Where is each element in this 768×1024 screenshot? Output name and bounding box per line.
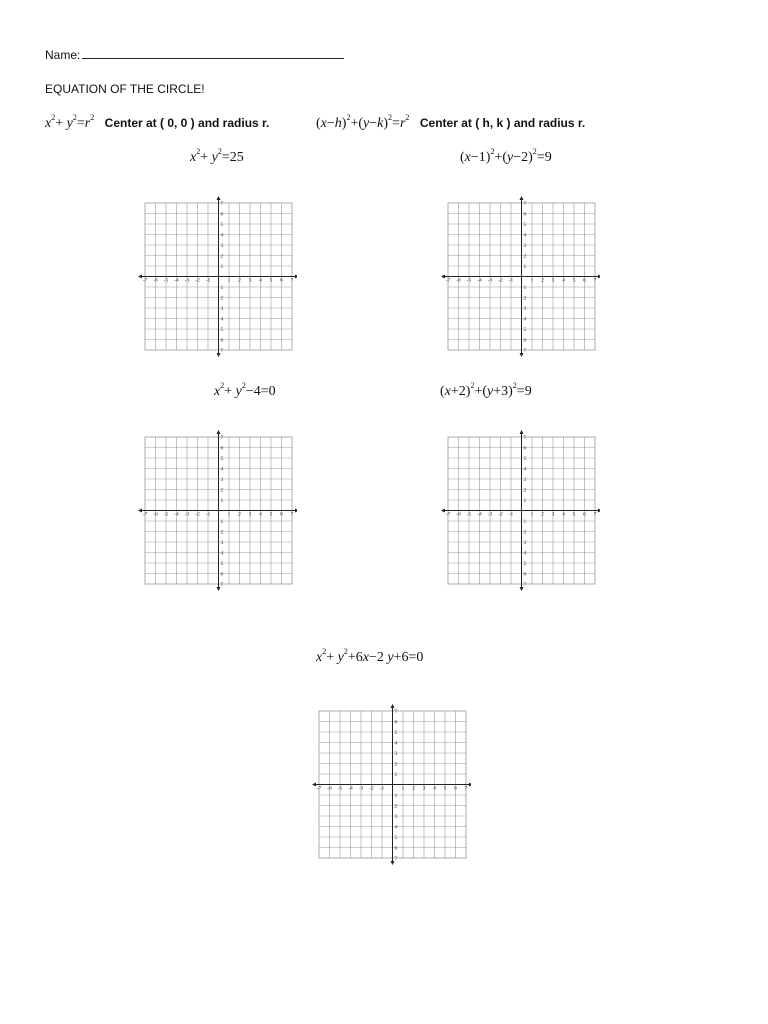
y-tick-label: 6 [394, 719, 398, 726]
y-tick-label: 4 [523, 316, 527, 323]
y-tick-label: 7 [523, 435, 527, 441]
y-tick-label: 4 [523, 466, 527, 473]
x-tick-label: -2 [369, 785, 374, 792]
x-tick-label: 4 [562, 277, 565, 284]
formula-origin [45, 114, 269, 132]
x-tick-label: 7 [593, 277, 597, 284]
x-tick-label: 5 [269, 511, 273, 518]
formula-hk-desc: Center at ( h, k ) and radius r. [419, 116, 586, 130]
y-tick-label: 5 [394, 730, 398, 736]
y-tick-label: 5 [394, 835, 398, 841]
y-tick-label: 5 [220, 561, 224, 567]
y-tick-label: 7 [220, 435, 224, 441]
y-tick-label: 7 [220, 582, 224, 588]
x-tick-label: 3 [422, 785, 426, 792]
x-tick-label: -3 [184, 511, 190, 518]
x-tick-label: 5 [269, 277, 273, 284]
y-tick-label: 2 [523, 529, 527, 536]
y-axis-arrow-up-icon [520, 196, 524, 200]
x-axis-arrow-right-icon [598, 509, 600, 513]
x-tick-label: 2 [541, 511, 544, 518]
x-tick-label: -5 [163, 511, 169, 518]
x-tick-label: -3 [358, 785, 364, 792]
y-tick-label: 1 [523, 285, 527, 291]
y-tick-label: 1 [394, 772, 398, 778]
x-tick-label: -5 [466, 511, 472, 518]
x-tick-label: 3 [248, 277, 252, 284]
x-tick-label: 1 [227, 277, 231, 284]
problem-4-equation: $(x+2)^2+(y+3)^2=9$ [440, 381, 532, 399]
x-tick-label: -1 [379, 785, 385, 792]
y-tick-label: 6 [523, 571, 527, 578]
x-tick-label: -4 [174, 277, 179, 284]
y-tick-label: 1 [220, 519, 224, 525]
coordinate-grid-2[interactable] [440, 195, 600, 359]
y-axis-arrow-up-icon [391, 704, 395, 708]
x-tick-label: -5 [466, 277, 472, 284]
x-tick-label: 4 [562, 511, 565, 518]
y-tick-label: 3 [523, 243, 527, 249]
x-tick-label: 3 [551, 511, 555, 518]
y-tick-label: 4 [523, 550, 527, 557]
y-tick-label: 4 [394, 824, 398, 831]
x-tick-label: 7 [290, 277, 294, 284]
x-tick-label: 2 [541, 277, 544, 284]
x-tick-label: 6 [583, 277, 586, 284]
y-tick-label: 6 [523, 337, 527, 344]
x-tick-label: -4 [174, 511, 179, 518]
y-tick-label: 4 [394, 740, 398, 747]
name-blank[interactable] [82, 48, 344, 59]
y-tick-label: 5 [523, 456, 527, 462]
x-tick-label: -6 [153, 511, 158, 518]
x-tick-label: -6 [327, 785, 332, 792]
y-tick-label: 2 [220, 253, 224, 260]
x-tick-label: 2 [238, 277, 241, 284]
coordinate-grid-3[interactable] [137, 429, 297, 593]
y-tick-label: 1 [220, 498, 224, 504]
y-tick-label: 4 [220, 466, 224, 473]
x-tick-label: 5 [572, 277, 576, 284]
x-tick-label: 2 [412, 785, 415, 792]
y-tick-label: 6 [523, 211, 527, 218]
y-tick-label: 5 [523, 561, 527, 567]
y-tick-label: 3 [523, 306, 527, 312]
y-tick-label: 3 [394, 814, 398, 820]
y-tick-label: 2 [220, 529, 224, 536]
y-tick-label: 6 [523, 445, 527, 452]
y-tick-label: 4 [523, 232, 527, 239]
x-tick-label: -7 [445, 511, 451, 518]
x-tick-label: -1 [508, 277, 514, 284]
x-axis-arrow-left-icon [138, 275, 142, 279]
x-tick-label: 1 [227, 511, 231, 518]
y-tick-label: 4 [220, 316, 224, 323]
x-tick-label: 6 [583, 511, 586, 518]
y-tick-label: 2 [220, 295, 224, 302]
problem-5-equation: $x^2+ y^2+6x-2$ y+6=0 [316, 647, 424, 665]
worksheet-title: EQUATION OF THE CIRCLE! [45, 82, 205, 96]
x-axis-arrow-left-icon [312, 783, 316, 787]
y-tick-label: 6 [220, 445, 224, 452]
y-axis-arrow-up-icon [217, 196, 221, 200]
y-tick-label: 7 [523, 582, 527, 588]
x-tick-label: -1 [205, 277, 211, 284]
y-tick-label: 2 [523, 253, 527, 260]
problem-2-equation: $(x-1)^2+(y-2)^2=9$ [460, 147, 552, 165]
y-tick-label: 5 [220, 456, 224, 462]
y-tick-label: 1 [523, 498, 527, 504]
x-tick-label: 6 [280, 511, 283, 518]
x-tick-label: -4 [348, 785, 353, 792]
problem-1-equation: $x^2+ y^2=25$ [190, 147, 244, 165]
y-tick-label: 6 [220, 337, 224, 344]
x-tick-label: -6 [456, 511, 461, 518]
y-tick-label: 2 [523, 295, 527, 302]
x-tick-label: -3 [487, 277, 493, 284]
x-tick-label: -1 [508, 511, 514, 518]
coordinate-grid-5[interactable] [311, 703, 471, 867]
x-tick-label: 7 [593, 511, 597, 518]
y-tick-label: 7 [523, 348, 527, 354]
x-tick-label: 7 [290, 511, 294, 518]
x-tick-label: -2 [195, 277, 200, 284]
y-tick-label: 4 [220, 550, 224, 557]
y-tick-label: 3 [220, 306, 224, 312]
x-tick-label: -5 [163, 277, 169, 284]
x-tick-label: 3 [551, 277, 555, 284]
x-tick-label: 6 [454, 785, 457, 792]
x-axis-arrow-left-icon [441, 275, 445, 279]
x-tick-label: 4 [259, 277, 262, 284]
x-tick-label: -1 [205, 511, 211, 518]
y-tick-label: 6 [394, 845, 398, 852]
x-tick-label: 5 [572, 511, 576, 518]
y-tick-label: 5 [220, 327, 224, 333]
x-tick-label: -7 [445, 277, 451, 284]
x-tick-label: 5 [443, 785, 447, 792]
x-tick-label: 3 [248, 511, 252, 518]
x-tick-label: 4 [259, 511, 262, 518]
x-axis-arrow-right-icon [295, 509, 297, 513]
y-tick-label: 6 [220, 211, 224, 218]
y-tick-label: 7 [220, 348, 224, 354]
x-axis-arrow-right-icon [295, 275, 297, 279]
x-tick-label: 1 [530, 511, 534, 518]
x-axis-arrow-left-icon [441, 509, 445, 513]
x-tick-label: -2 [498, 277, 503, 284]
y-tick-label: 2 [394, 761, 398, 768]
y-tick-label: 3 [220, 477, 224, 483]
coordinate-grid-1[interactable] [137, 195, 297, 359]
x-tick-label: -2 [195, 511, 200, 518]
y-tick-label: 7 [394, 856, 398, 862]
y-tick-label: 1 [523, 519, 527, 525]
x-tick-label: -6 [456, 277, 461, 284]
formula-origin-equation: $x^2+ y^2=r^2$ [45, 113, 95, 131]
x-tick-label: -2 [498, 511, 503, 518]
x-tick-label: -3 [184, 277, 190, 284]
name-line [45, 48, 344, 62]
x-tick-label: -7 [142, 511, 148, 518]
formula-hk [316, 114, 585, 132]
y-tick-label: 5 [523, 327, 527, 333]
y-tick-label: 4 [220, 232, 224, 239]
formula-hk-equation: $(x-h)^2+(y-k)^2=r^2$ [316, 113, 410, 131]
y-tick-label: 1 [220, 285, 224, 291]
problem-3-equation: $x^2+ y^2-4=0$ [214, 381, 276, 399]
y-tick-label: 7 [220, 201, 224, 207]
x-tick-label: -4 [477, 277, 482, 284]
formula-origin-desc: Center at ( 0, 0 ) and radius r. [104, 116, 270, 130]
y-tick-label: 1 [394, 793, 398, 799]
y-tick-label: 6 [220, 571, 224, 578]
x-tick-label: 6 [280, 277, 283, 284]
y-tick-label: 3 [220, 243, 224, 249]
x-axis-arrow-right-icon [469, 783, 471, 787]
x-tick-label: -4 [477, 511, 482, 518]
y-tick-label: 2 [394, 803, 398, 810]
y-axis-arrow-up-icon [217, 430, 221, 434]
name-label: Name: [45, 48, 81, 62]
x-tick-label: -6 [153, 277, 158, 284]
y-tick-label: 3 [523, 540, 527, 546]
x-tick-label: -7 [142, 277, 148, 284]
x-tick-label: 1 [401, 785, 405, 792]
x-tick-label: 2 [238, 511, 241, 518]
y-tick-label: 3 [220, 540, 224, 546]
x-tick-label: 4 [433, 785, 436, 792]
y-tick-label: 5 [523, 222, 527, 228]
x-tick-label: 1 [530, 277, 534, 284]
y-tick-label: 7 [523, 201, 527, 207]
y-tick-label: 7 [394, 709, 398, 715]
y-tick-label: 2 [523, 487, 527, 494]
y-tick-label: 3 [523, 477, 527, 483]
y-axis-arrow-up-icon [520, 430, 524, 434]
x-tick-label: -5 [337, 785, 343, 792]
y-tick-label: 1 [523, 264, 527, 270]
x-axis-arrow-right-icon [598, 275, 600, 279]
y-tick-label: 5 [220, 222, 224, 228]
y-tick-label: 1 [220, 264, 224, 270]
x-tick-label: -7 [316, 785, 322, 792]
y-tick-label: 3 [394, 751, 398, 757]
x-tick-label: 7 [464, 785, 468, 792]
x-axis-arrow-left-icon [138, 509, 142, 513]
x-tick-label: -3 [487, 511, 493, 518]
y-tick-label: 2 [220, 487, 224, 494]
coordinate-grid-4[interactable] [440, 429, 600, 593]
